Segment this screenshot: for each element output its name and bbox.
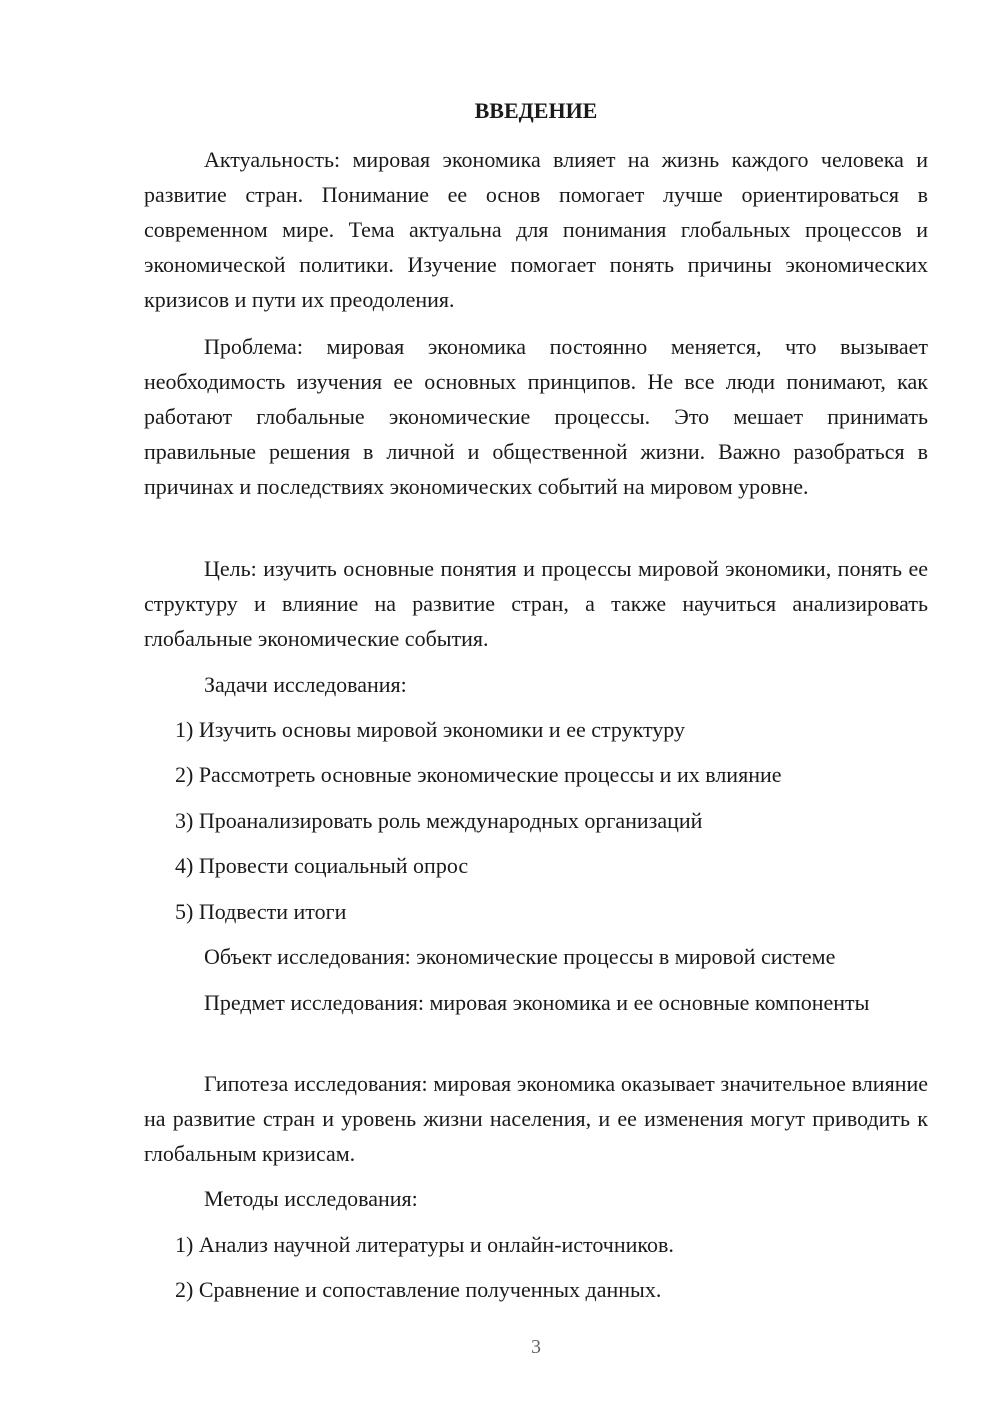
problem-paragraph [144,329,928,504]
page-title: ВВЕДЕНИЕ [474,98,598,123]
subject-paragraph [144,985,928,1020]
object-paragraph [144,939,928,974]
tasks-heading-block [144,667,928,702]
tasks-list-item-2-block [144,757,928,792]
hypothesis-paragraph [144,1066,928,1171]
list-item: 2) Сравнение и сопоставление полученных данных. [175,1277,662,1302]
hypothesis-text: Гипотеза исследования: мировая экономика оказывает значительное влияние на развитие стран и уровень жизни населения, и ее изменения могут приводить к глобальным кризисам. [144,1071,928,1166]
object-text: Объект исследования: экономические процессы в мировой системе [204,944,836,969]
list-item: 4) Провести социальный опрос [175,853,469,878]
subject-text: Предмет исследования: мировая экономика и ее основные компоненты [204,990,870,1015]
list-item: 3) Проанализировать роль международных организаций [175,808,703,833]
methods-heading-block [144,1181,928,1216]
relevance-text: Актуальность: мировая экономика влияет на жизнь каждого человека и развитие стран. Понимание ее основ помогает лучше ориентироваться в современном мире. Тема актуальна для понимания глобальных процессов и экономической политики. Изучение помогает понять причины экономических кризисов и пути их преодоления. [144,147,928,312]
list-item: 2) Рассмотреть основные экономические процессы и их влияние [175,762,782,787]
list-item: 1) Изучить основы мировой экономики и ее структуру [175,717,686,742]
goal-paragraph [144,551,928,656]
methods-list-item-2-block [144,1272,928,1307]
goal-text: Цель: изучить основные понятия и процессы мировой экономики, понять ее структуру и влияние на развитие стран, а также научиться анализировать глобальные экономические события. [144,556,928,651]
methods-list-item-1-block [144,1227,928,1262]
tasks-list-item-1-block [144,712,928,747]
tasks-list-item-3-block [144,803,928,838]
tasks-list-item-5-block [144,894,928,929]
problem-text: Проблема: мировая экономика постоянно меняется, что вызывает необходимость изучения ее основных принципов. Не все люди понимают, как работают глобальные экономические процессы. Это мешает принимать правильные решения в личной и общественной жизни. Важно разобраться в причинах и последствиях экономических событий на мировом уровне. [144,334,928,499]
tasks-heading: Задачи исследования: [204,672,407,697]
relevance-paragraph [144,142,928,317]
list-item: 1) Анализ научной литературы и онлайн-источников. [175,1232,674,1257]
list-item: 5) Подвести итоги [175,899,347,924]
tasks-list-item-4-block [144,848,928,883]
page-number: 3 [531,1336,541,1358]
methods-heading: Методы исследования: [204,1186,418,1211]
